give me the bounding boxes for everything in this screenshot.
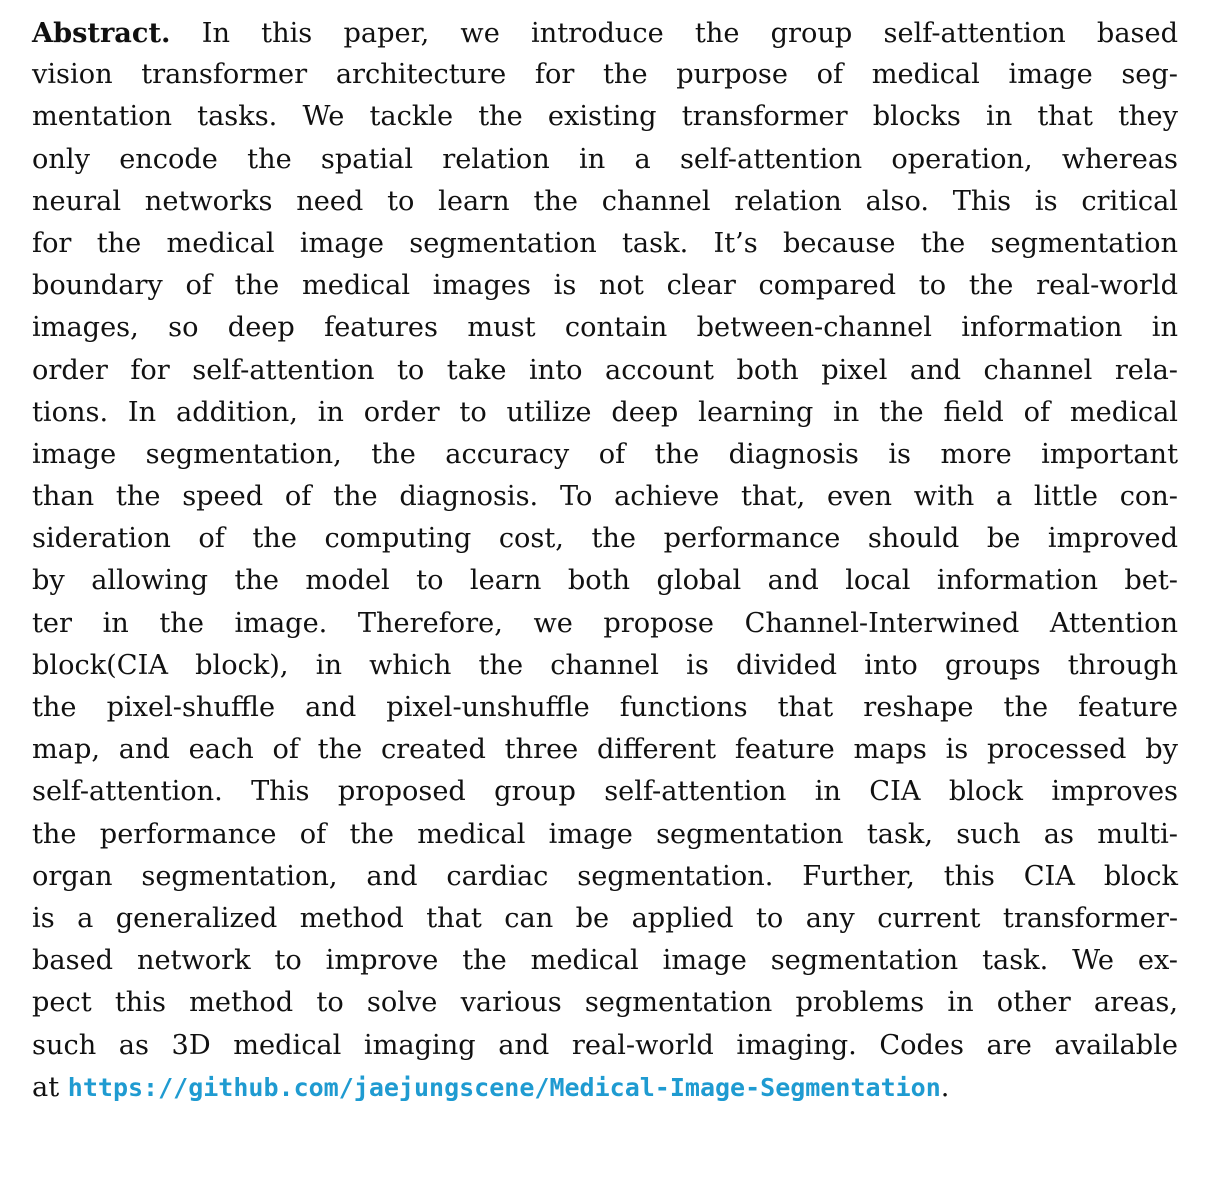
line-text: is a generalized method that can be applied to any current transformer- <box>32 902 1178 934</box>
line-text: images, so deep features must contain between-channel information in <box>32 312 1178 344</box>
abstract-line <box>32 729 1178 771</box>
abstract-line <box>32 645 1178 687</box>
line-text: boundary of the medical images is not clear compared to the real-world <box>32 270 1178 302</box>
abstract-line <box>32 560 1178 602</box>
line-text: than the speed of the diagnosis. To achieve that, even with a little con- <box>32 481 1178 513</box>
abstract-line <box>32 12 1178 54</box>
line-text: order for self-attention to take into account both pixel and channel rela- <box>32 354 1178 386</box>
line-text: sideration of the computing cost, the performance should be improved <box>32 523 1178 555</box>
abstract-line <box>32 476 1178 518</box>
abstract-line <box>32 1067 1178 1109</box>
abstract-line <box>32 307 1178 349</box>
abstract-line <box>32 603 1178 645</box>
abstract-line <box>32 856 1178 898</box>
line-text: for the medical image segmentation task. It’s because the segmentation <box>32 227 1178 259</box>
abstract-line <box>32 814 1178 856</box>
line-text: only encode the spatial relation in a self-attention operation, whereas <box>32 143 1178 175</box>
abstract-heading: Abstract. <box>32 17 171 49</box>
line-text: by allowing the model to learn both global and local information bet- <box>32 565 1178 597</box>
line-text: at <box>32 1071 60 1103</box>
line-text: pect this method to solve various segmentation problems in other areas, <box>32 987 1178 1019</box>
abstract-line <box>32 434 1178 476</box>
line-text: the pixel-shuffle and pixel-unshuffle functions that reshape the feature <box>32 692 1178 723</box>
abstract-line <box>32 96 1178 138</box>
line-text: the performance of the medical image segmentation task, such as multi- <box>32 818 1178 850</box>
page <box>32 12 1178 1109</box>
line-text: tions. In addition, in order to utilize deep learning in the field of medical <box>32 396 1178 428</box>
abstract-line <box>32 687 1178 729</box>
line-text: neural networks need to learn the channel relation also. This is critical <box>32 185 1178 217</box>
line-text: ter in the image. Therefore, we propose Channel-Interwined Attention <box>32 607 1178 639</box>
line-text: map, and each of the created three different feature maps is processed by <box>32 734 1178 766</box>
abstract-line <box>32 1025 1178 1067</box>
abstract-line <box>32 982 1178 1024</box>
abstract-line <box>32 350 1178 392</box>
code-repository-link[interactable]: https://github.com/jaejungscene/Medical-Image-Segmentation <box>67 1072 941 1102</box>
line-text: self-attention. This proposed group self-attention in CIA block improves <box>32 776 1178 808</box>
abstract-line <box>32 392 1178 434</box>
abstract-paragraph <box>32 12 1178 1109</box>
line-text: . <box>940 1071 950 1103</box>
abstract-line <box>32 898 1178 940</box>
line-text: In this paper, we introduce the group self-attention based <box>201 18 1178 49</box>
line-text: such as 3D medical imaging and real-world imaging. Codes are available <box>32 1029 1178 1061</box>
line-text: image segmentation, the accuracy of the diagnosis is more important <box>32 438 1178 470</box>
abstract-line <box>32 181 1178 223</box>
line-text: vision transformer architecture for the purpose of medical image seg- <box>32 59 1178 91</box>
abstract-line <box>32 518 1178 560</box>
abstract-line <box>32 265 1178 307</box>
line-text: organ segmentation, and cardiac segmentation. Further, this CIA block <box>32 860 1178 892</box>
abstract-line <box>32 940 1178 982</box>
line-text: mentation tasks. We tackle the existing transformer blocks in that they <box>32 101 1178 133</box>
abstract-line <box>32 139 1178 181</box>
line-text: based network to improve the medical image segmentation task. We ex- <box>32 945 1178 977</box>
abstract-line <box>32 54 1178 96</box>
abstract-line <box>32 223 1178 265</box>
line-text: block(CIA block), in which the channel is divided into groups through <box>32 649 1178 681</box>
abstract-line <box>32 771 1178 813</box>
